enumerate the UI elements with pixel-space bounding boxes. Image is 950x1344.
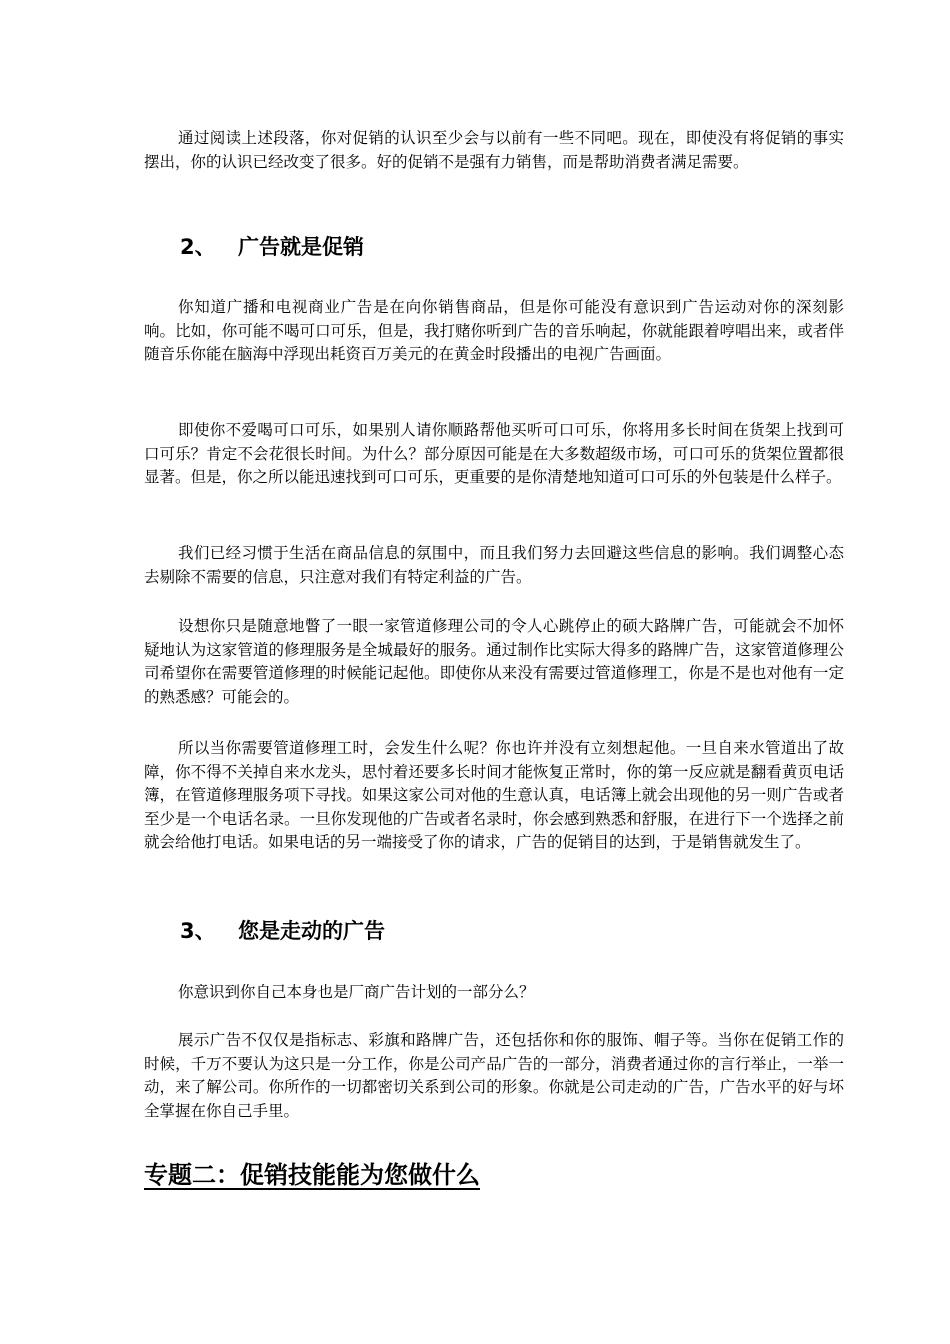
section-number: 3、 bbox=[180, 919, 216, 943]
paragraph-question: 你意识到你自己本身也是厂商广告计划的一部分么？ bbox=[178, 983, 535, 1001]
paragraph-display-advertising: 展示广告不仅仅是指标志、彩旗和路牌广告，还包括你和你的服饰、帽子等。当你在促销工作的时候，千万不要认为这只是一分工作，你是公司产品广告的一部分，消费者通过你的言行举止，一举一动，来了解公司。你所作的一切都密切关系到公司的形象。你就是公司走动的广告，广告水平的好与坏全掌握在你自己手里。 bbox=[144, 1031, 844, 1120]
paragraph-plumber-yellow-pages: 所以当你需要管道修理工时，会发生什么呢？你也许并没有立刻想起他。一旦自来水管道出了故障，你不得不关掉自来水龙头，思忖着还要多长时间才能恢复正常时，你的第一反应就是翻看黄页电话簿，在管道修理服务项下寻找。如果这家公司对他的生意认真，电话簿上就会出现他的另一则广告或者至少是一个电话名录。一旦你发现他的广告或者名录时，你会感到熟悉和舒服，在进行下一个选择之前就会给他打电话。如果电话的另一端接受了你的请求，广告的促销目的达到，于是销售就发生了。 bbox=[144, 739, 844, 852]
section-number: 2、 bbox=[180, 235, 216, 259]
section-heading-walking-advertisement bbox=[180, 917, 385, 945]
paragraph-billboard: 设想你只是随意地瞥了一眼一家管道修理公司的令人心跳停止的硕大路牌广告，可能就会不加怀疑地认为这家管道的修理服务是全城最好的服务。通过制作比实际大得多的路牌广告，这家管道修理公司希望你在需要管道修理的时候能记起他。即使你从来没有需要过管道修理工，你是不是也对他有一定的熟悉感？可能会的。 bbox=[144, 617, 844, 706]
paragraph-promotion-understanding: 通过阅读上述段落，你对促销的认识至少会与以前有一些不同吧。现在，即使没有将促销的事实摆出，你的认识已经改变了很多。好的促销不是强有力销售，而是帮助消费者满足需要。 bbox=[144, 129, 844, 171]
section-heading-advertising-is-promotion bbox=[180, 233, 364, 261]
section-title: 您是走动的广告 bbox=[238, 919, 385, 943]
topic-heading: 专题二：促销技能能为您做什么 bbox=[144, 1161, 480, 1189]
paragraph-information-atmosphere: 我们已经习惯于生活在商品信息的氛围中，而且我们努力去回避这些信息的影响。我们调整心态去剔除不需要的信息，只注意对我们有特定利益的广告。 bbox=[144, 544, 844, 586]
paragraph-broadcast-ads: 你知道广播和电视商业广告是在向你销售商品，但是你可能没有意识到广告运动对你的深刻影响。比如，你可能不喝可口可乐，但是，我打赌你听到广告的音乐响起，你就能跟着哼唱出来，或者伴随音乐你能在脑海中浮现出耗资百万美元的在黄金时段播出的电视广告画面。 bbox=[144, 298, 844, 364]
section-title: 广告就是促销 bbox=[238, 235, 364, 259]
paragraph-coca-cola-shelf: 即使你不爱喝可口可乐，如果别人请你顺路帮他买听可口可乐，你将用多长时间在货架上找到可口可乐？肯定不会花很长时间。为什么？部分原因可能是在大多数超级市场，可口可乐的货架位置都很显著。但是，你之所以能迅速找到可口可乐，更重要的是你清楚地知道可口可乐的外包装是什么样子。 bbox=[144, 421, 844, 487]
